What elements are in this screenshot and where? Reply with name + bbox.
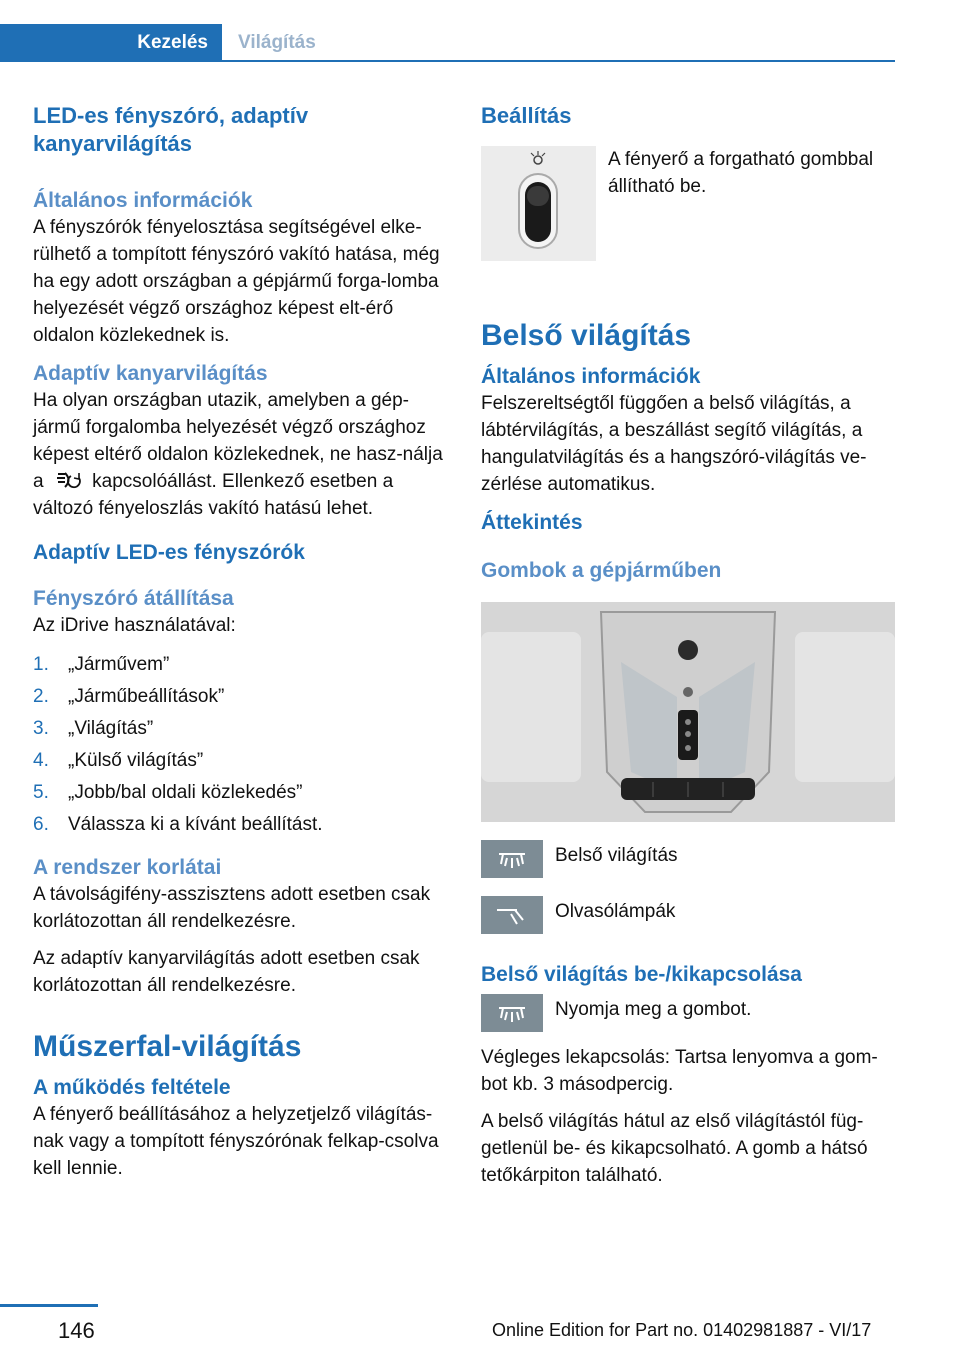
- list-item: 2. „Járműbeállítások”: [33, 686, 225, 707]
- paragraph-adaptive-part2: kapcsolóállást. Ellenkező esetben a változó fényeloszlás vakító hatású lehet.: [33, 471, 394, 519]
- reading-light-icon: [481, 896, 543, 934]
- label-press-button: Nyomja meg a gombot.: [555, 999, 752, 1020]
- paragraph-operating-condition: A fényerő beállításához a helyzetjelző világítás-nak vagy a tompított fényszórónak felkap-csolva kell lennie.: [33, 1104, 439, 1179]
- heading-headlight-adjust: Fényszóró átállítása: [33, 587, 234, 610]
- paragraph-final-off: Végleges lekapcsolás: Tartsa lenyomva a gom-bot kb. 3 másodpercig.: [481, 1047, 878, 1095]
- right-column: [481, 100, 895, 1199]
- heading-buttons-in-vehicle: Gombok a gépjárműben: [481, 559, 722, 582]
- header-tabs: [0, 24, 895, 62]
- interior-light-icon: [481, 840, 543, 878]
- label-reading-light: Olvasólámpák: [555, 901, 676, 922]
- setting-text-block: [608, 146, 898, 210]
- page-number: 146: [58, 1318, 95, 1343]
- heading-interior-onoff: Belső világítás be-/kikapcsolása: [481, 963, 802, 986]
- heading-general-info: Általános információk: [33, 189, 253, 212]
- paragraph-rear-light: A belső világítás hátul az első világítástól füg-getlenül be- és kikapcsolható. A gomb a hátsó tetőkárpiton található.: [481, 1111, 868, 1186]
- left-column: [33, 100, 447, 1192]
- list-item: 6. Válassza ki a kívánt beállítást.: [33, 814, 323, 835]
- paragraph-setting: A fényerő a forgatható gombbal állítható be.: [608, 149, 874, 197]
- heading-setting: Beállítás: [481, 103, 572, 128]
- steps-list: [33, 649, 447, 841]
- list-item: 4. „Külső világítás”: [33, 750, 204, 771]
- heading-interior-lighting: Belső világítás: [481, 319, 692, 352]
- label-interior-light: Belső világítás: [555, 845, 678, 866]
- heading-dashboard-lighting: Műszerfal-világítás: [33, 1030, 302, 1063]
- list-item: 3. „Világítás”: [33, 718, 154, 739]
- heading-led-headlight: LED-es fényszóró, adaptív kanyarvilágítás: [33, 103, 309, 156]
- paragraph-interior-general: Felszereltségtől függően a belső világítás, a lábtérvilágítás, a beszállást segítő világítás, a hangulatvilágítás és a hangszóró-világítás ve-zérlése automatikus.: [481, 393, 867, 495]
- footer-rule: [0, 1304, 98, 1307]
- paragraph-adaptive-part1: Ha olyan országban utazik, amelyben a gép-jármű forgalomba helyezését végző országhoz képest eltérő oldalon közlekednek, ne hasz-nálja a: [33, 390, 443, 492]
- tab-kezeles[interactable]: Kezelés: [0, 24, 222, 62]
- setting-row: [481, 146, 895, 266]
- tab-vilagitas[interactable]: Világítás: [238, 32, 316, 53]
- heading-operating-condition: A működés feltétele: [33, 1076, 231, 1099]
- heading-overview: Áttekintés: [481, 511, 583, 534]
- paragraph-adaptive-cornering: [33, 387, 447, 522]
- paragraph-idrive: Az iDrive használatával:: [33, 615, 236, 636]
- headlight-auto-icon: [55, 470, 81, 490]
- brightness-knob-image: [481, 146, 596, 261]
- paragraph-general-info: A fényszórók fényelosztása segítségével elke-rülhető a tompított fényszóró vakító hatása, még ha egy adott országban a gépjármű forga-lomba helyezését végző országhoz képest elt-érő oldalon közlekednek is.: [33, 217, 440, 346]
- thumbwheel-icon: [481, 146, 596, 261]
- heading-system-limits: A rendszer korlátai: [33, 856, 222, 879]
- paragraph-limits-1: A távolságifény-asszisztens adott esetben csak korlátozottan áll rendelkezésre.: [33, 884, 431, 932]
- roof-console-illustration: [481, 602, 895, 822]
- header-rule: [222, 60, 895, 62]
- heading-adaptive-cornering: Adaptív kanyarvilágítás: [33, 362, 268, 385]
- heading-interior-general: Általános információk: [481, 365, 701, 388]
- paragraph-limits-2: Az adaptív kanyarvilágítás adott esetben csak korlátozottan áll rendelkezésre.: [33, 948, 420, 996]
- roof-console-image: [481, 602, 895, 822]
- interior-light-button-icon: [481, 994, 543, 1032]
- button-row-interior: [481, 840, 895, 878]
- button-row-press: [481, 994, 895, 1032]
- list-item: 5. „Jobb/bal oldali közlekedés”: [33, 782, 303, 803]
- heading-adaptive-led: Adaptív LED-es fényszórók: [33, 541, 305, 564]
- edition-note: Online Edition for Part no. 01402981887 - VI/17: [492, 1320, 872, 1340]
- list-item: 1. „Járművem”: [33, 654, 170, 675]
- button-row-reading: [481, 896, 895, 934]
